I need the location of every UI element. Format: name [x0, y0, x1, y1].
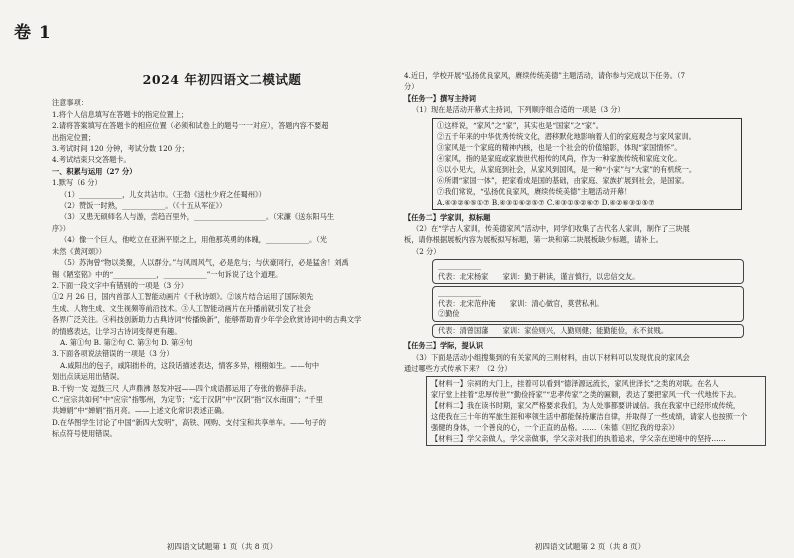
- text-line: 1.默写（6 分）: [52, 178, 102, 188]
- text-line: D.在华图学生讨论了中国“新四大发明”，高铁、网购、支付宝和共享单车。——句子的: [52, 417, 326, 427]
- text-line: （2 分）: [412, 246, 441, 256]
- material-line: 【材料三】学父亲做人，学父亲做事，学父亲对我们的执着追求，学父亲在逆境中的坚持……: [431, 434, 726, 444]
- material-line: 家厅堂上挂着“忠厚传世”“勤俭持家”“忠孝传家”之类的匾额，表达了要把家风一代一代地传下去。: [431, 390, 741, 400]
- text-line: B.千钧一发 逗鼓三尺 人声鼎沸 怒发冲冠——四个成语都运用了夸张的修辞手法。: [52, 383, 311, 393]
- board-row: 代表：北宋杨家 家训：勤于耕读，谨言慎行，以忠信交友。: [438, 271, 640, 281]
- text-line: （4）像一个巨人，他屹立在亚洲平原之上，用他那英勇的体魄，____________。（光: [60, 235, 327, 245]
- text-line: ①2 月 26 日，国内首部人工智能动画片《千秋诗颂》。②该片结合运用了国际领先: [52, 292, 314, 302]
- right-page: [404, 70, 776, 548]
- option-sentence: ⑦我们常说，“弘扬优良家风，赓续传统美德”主题活动开幕！: [437, 186, 632, 196]
- material-line: 这使我在三十年的军旅生涯和率领生活中都能保持廉洁自律，并取得了一些成绩，请家人也按照一个: [431, 412, 748, 422]
- materials-box: [426, 376, 766, 446]
- text-line: 出指定位置；: [52, 132, 96, 142]
- text-line: 共婵娟”中“婵娟”指月亮。——上述文化常识表述正确。: [52, 406, 229, 416]
- text-line: 通过哪些方式传承下来？（2 分）: [404, 364, 512, 374]
- text-line: 2.下面一段文字中有错别的一项是（3 分）: [52, 280, 188, 290]
- option-sentence: ④家风，指的是家庭或家族世代相传的风尚，作为一种家族传统和家庭文化。: [437, 153, 682, 163]
- text-line: 各界广泛关注。④科技创新助力古典诗词“传播焕新”，能够帮助青少年学会欣赏诗词中的古典文学: [52, 315, 362, 325]
- material-line: 【材料二】我在读书时期，家父严格要求我们，为人处事都要讲诚信。我在我家中已经形成传统，: [431, 401, 741, 411]
- text-line: 序》）: [52, 223, 70, 233]
- task-three: [404, 340, 776, 374]
- material-line: 强健的身体，一个善良的心，一个正直的品格。……（朱德《回忆我的母亲》）: [431, 423, 679, 433]
- option-sentence: ①这样说，“家风”之“家”，其实也是“国家”之“家”。: [437, 120, 603, 130]
- left-page: [52, 70, 392, 548]
- text-line: （3）又患无硕师名人与游，尝趋百里外，____________________。（宋濂《送东阳马生: [60, 212, 335, 222]
- display-board: [432, 324, 744, 339]
- text-line: 一、积累与运用（27 分）: [52, 166, 137, 176]
- sentence-ordering-box: [432, 118, 742, 210]
- text-line: 的情感表达，让学习古诗词变得更有趣。: [52, 326, 182, 336]
- board-title-blank[interactable]: ____________: [438, 261, 482, 271]
- left-footer: 初四语文试题第 1 页（共 8 页）: [166, 542, 278, 551]
- display-boards: [432, 259, 776, 338]
- text-line: 注意事项：: [52, 98, 88, 108]
- text-line: （1）现在是活动开幕式主持词，下列顺序组合适的一项是（3 分）: [412, 105, 625, 115]
- board-row: 代表：北宋范仲淹 家训：清心做官，莫营私利。: [438, 298, 604, 308]
- text-line: 锡《陋室铭》中的“____________，____________”一句诉说了这个道理。: [52, 269, 283, 279]
- text-line: 1.将个人信息填写在答题卡的指定位置上；: [52, 109, 189, 119]
- task-intro: [404, 70, 776, 116]
- text-line: 4.考试结束只交答题卡。: [52, 155, 131, 165]
- right-footer: 初四语文试题第 2 页（共 8 页）: [534, 542, 646, 551]
- text-line: 板，请你根据展板内容为展板拟写标题，第一块和第二块展板缺少标题，请补上。: [404, 235, 663, 245]
- option-sentence: ⑤以小见大，从家庭到社会，从家风到国风，是一种“小家”与“大家”的有机统一。: [437, 164, 697, 174]
- board-title-blank[interactable]: ____________: [438, 288, 482, 298]
- text-line: 【任务一】撰写主持词: [404, 93, 476, 103]
- left-page-body: [52, 97, 392, 439]
- text-line: （1）____________，儿女共沾巾。（王勃《送杜少府之任蜀州》）: [60, 189, 266, 199]
- text-line: A. 第①句 B. 第②句 C. 第③句 D. 第④句: [60, 337, 193, 347]
- text-line: A.咸阳出的包子，咸阳拙朴的，这段话描述表达，情客多异，栩栩如生。——句中: [60, 360, 320, 370]
- text-line: （2）在“学古人家训，传美德家风”活动中，同学们收集了古代名人家训，制作了三块展: [412, 224, 690, 234]
- text-line: 3.考试时间 120 分钟，考试分数 120 分；: [52, 144, 189, 154]
- text-line: 未然《黄河颂》）: [52, 246, 106, 256]
- text-line: （5）苏洵曾“物以类聚，人以群分。”与风周风气，必是危与；与伏豪同行，必是猛舍！刘禹: [60, 258, 349, 268]
- display-board: [432, 286, 744, 322]
- option-sentence: ②五千年来的中华优秀传统文化，潜移默化地影响着人们的家庭观念与家风家训。: [437, 131, 696, 141]
- text-line: 分）: [404, 82, 419, 92]
- text-line: 标点符号使用错误。: [52, 429, 117, 439]
- text-line: （3）下面是活动小组搜集到的有关家风的三则材料，由以下材料可以发现优良的家风会: [412, 352, 690, 362]
- board-row: ②勤俭: [438, 309, 460, 319]
- option-sentence: ③家风是一个家庭的精神内核，也是一个社会的价值缩影，体现“家国情怀”。: [437, 142, 682, 152]
- text-line: 【任务三】学际，提认识: [404, 341, 484, 351]
- text-line: 【任务二】学家训，拟标题: [404, 212, 491, 222]
- text-line: 3.下面各项说法错误的一项是（3 分）: [52, 349, 174, 359]
- board-row: 代表：清曾国藩 家训：家俭则兴，人勤则健；能勤能俭，永不贫贱。: [438, 325, 669, 335]
- option-sentence: A.④③②⑥⑤①⑦ B.④③①⑥②⑤⑦ C.④③①⑤②⑥⑦ D.④②⑥③①⑤⑦: [437, 197, 655, 207]
- task-two: [404, 212, 776, 258]
- text-line: 4.近日，学校开展“弘扬优良家风，赓续传统美德”主题活动，请你参与完成以下任务。（7: [404, 71, 686, 80]
- paper-corner-label: 卷 1: [14, 23, 52, 43]
- option-sentence: ⑥所谓“家国一体”，把家看成是国的基础，由家庭、家族扩展到社会，是国家。: [437, 175, 689, 185]
- display-board: [432, 259, 744, 284]
- text-line: 划出点读运用出错误。: [52, 372, 124, 382]
- text-line: （2）赞饭一时熟，____________。（《十五从军征》）: [60, 201, 227, 211]
- material-line: 【材料一】宗祠的大门上，挂着可以看到“德泽源远流长，家风世泽长”之类的对联。在名人: [431, 379, 719, 389]
- text-line: C.“应宗共如何”中“应宗”指鄂州，为定节；“迄于汉阴”中“汉阴”指“汉水南面”；“千里: [52, 394, 323, 404]
- exam-title: 2024 年初四语文二模试题: [142, 72, 302, 87]
- text-line: 生成、人物生成、文生视频等前沿技术。③人工智能动画片在升播前就引发了社会: [52, 303, 311, 313]
- text-line: 2.请将答案填写在答题卡的相应位置（必须和试卷上的题号一一对应），答题内容不要超: [52, 121, 329, 131]
